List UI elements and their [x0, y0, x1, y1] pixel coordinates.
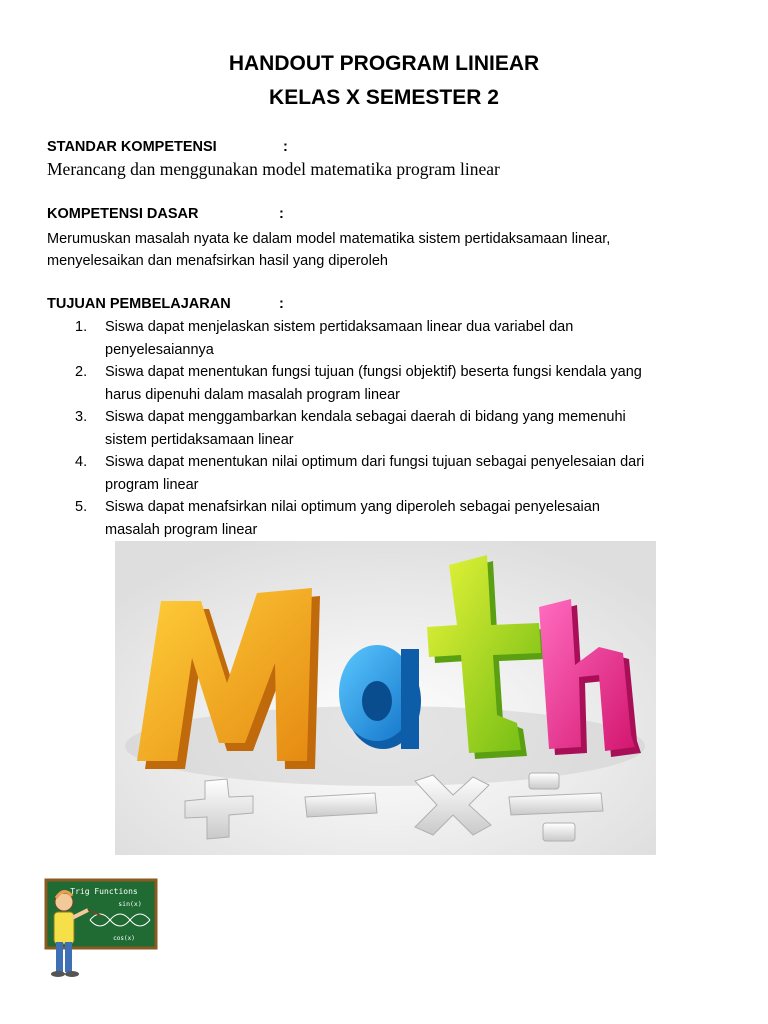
- list-line: Siswa dapat menggambarkan kendala sebagai daerah di bidang yang memenuhi: [105, 409, 626, 425]
- dasar-label: KOMPETENSI DASAR: [47, 206, 199, 222]
- dasar-text-line1: Merumuskan masalah nyata ke dalam model matematika sistem pertidaksamaan linear,: [47, 231, 611, 247]
- list-number: 2.: [75, 364, 88, 380]
- standar-colon: :: [283, 139, 288, 155]
- list-item: [47, 361, 737, 406]
- list-line: Siswa dapat menafsirkan nilai optimum yang diperoleh sebagai penyelesaian: [105, 499, 600, 515]
- standar-label: STANDAR KOMPETENSI: [47, 139, 217, 155]
- list-number: 4.: [75, 454, 88, 470]
- list-line: harus dipenuhi dalam masalah program linear: [105, 386, 400, 403]
- list-number: 1.: [75, 319, 88, 335]
- tujuan-label: TUJUAN PEMBELAJARAN: [47, 296, 231, 312]
- minus-symbol: [305, 793, 377, 817]
- board-sin: sin(x): [118, 900, 142, 908]
- list-line: Siswa dapat menentukan nilai optimum dari fungsi tujuan sebagai penyelesaian dari: [105, 454, 645, 470]
- list-item: [47, 406, 737, 451]
- dasar-text: [47, 228, 737, 272]
- list-item: [47, 316, 737, 361]
- list-line: Siswa dapat menjelaskan sistem pertidaksamaan linear dua variabel dan: [105, 319, 574, 335]
- list-number: 5.: [75, 499, 88, 515]
- list-line: sistem pertidaksamaan linear: [105, 431, 294, 448]
- tujuan-colon: :: [279, 296, 284, 312]
- list-item: [47, 451, 737, 496]
- board-title: Trig Functions: [70, 887, 138, 896]
- list-number: 3.: [75, 409, 88, 425]
- list-line: program linear: [105, 476, 199, 493]
- math-illustration: [115, 541, 656, 855]
- page-title-line1: HANDOUT PROGRAM LINIEAR: [228, 52, 540, 75]
- list-line: penyelesaiannya: [105, 341, 214, 358]
- dasar-text-line2: menyelesaikan dan menafsirkan hasil yang diperoleh: [47, 253, 388, 269]
- list-item: [47, 496, 737, 541]
- board-cos: cos(x): [113, 935, 135, 942]
- list-line: Siswa dapat menentukan fungsi tujuan (fungsi objektif) beserta fungsi kendala yang: [105, 364, 642, 380]
- teacher-cartoon-illustration: [42, 876, 160, 980]
- tujuan-list: [47, 316, 737, 541]
- dasar-colon: :: [279, 206, 284, 222]
- standar-text: Merancang dan menggunakan model matematika program linear: [47, 159, 500, 179]
- page-title-line2: KELAS X SEMESTER 2: [269, 86, 499, 109]
- list-line: masalah program linear: [105, 521, 258, 538]
